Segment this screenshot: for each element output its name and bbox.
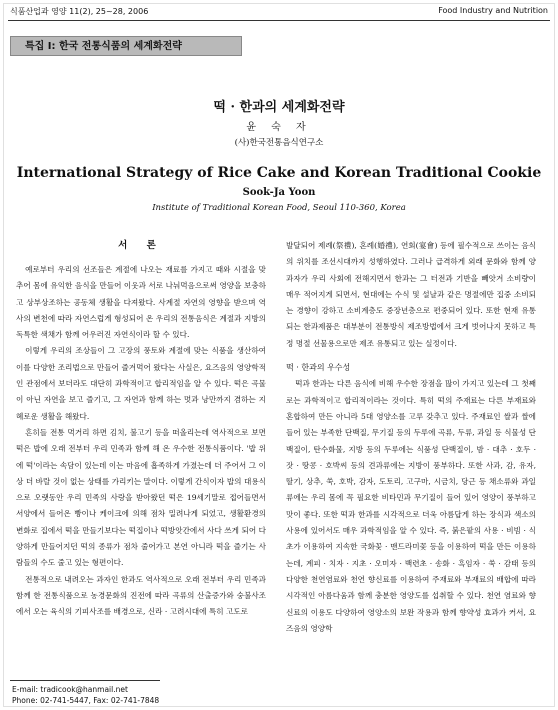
journal-citation: 식품산업과 영양 11(2), 25~28, 2006 [10, 7, 149, 16]
paragraph: 발달되어 제례(祭禮), 혼례(婚禮), 연회(宴會) 등에 필수적으로 쓰이는 음식의 위치를 조선시대까지 성행하였다. 그러나 급격하게 외래 문화와 함께 양과자가 우리 사회에 전해지면서 한과는 그 터전과 기반을 빼앗겨 소비량이 매우 적어지게 되면서, 현대에는 수식 및 설날과 같은 명절에만 집중 소비되는 경향이 강하고 소비계층도 중장년층으로 편중되어 있다. 또한 현재 유통되는 한과제품은 대부분이 전통방식 제조방법에서 크게 벗어나지 못하고 특정 명절 선물용으로만 제조 유통되고 있는 실정이다. [286, 241, 536, 348]
paragraph: 예로부터 우리의 선조들은 계절에 나오는 재료를 가지고 때와 시절을 맞추어 몸에 유익한 음식을 만들어 이웃과 서로 나눠먹음으로써 영양을 보충하고 상부상조하는 공동체 생활을 다져왔다. 사계절 자연의 영향을 받으며 역사의 변천에 따라 자연스럽게 형성되어 온 우리의 전통음식은 계절과 지방의 독특한 색채가 함께 어우러진 자연식이라 할 수 있다. [16, 265, 266, 340]
author-english: Sook-Ja Yoon [242, 187, 316, 198]
title-english: International Strategy of Rice Cake and Korean Traditional Cookie [16, 165, 542, 181]
right-column [286, 238, 536, 637]
affiliation-korean: (사)한국전통음식연구소 [234, 138, 324, 148]
paragraph: 떡과 한과는 다른 음식에 비해 우수한 장점을 많이 가지고 있는데 그 첫째로는 과학적이고 합리적이라는 것이다. 특히 떡의 주재료는 다른 부재료와 혼합하여 만든 아니라 5대 영양소를 고루 갖추고 있다. 주재료인 쌀과 쌀에 들어 있는 부족한 단백질, 무기질 등의 두루에 곡류, 두류, 과일 등 식물성 단백질이, 탄수화물, 지방 등의 두루에는 식품성 단백질이, 밤 · 대추 · 호두 · 잣 · 땅콩 · 호박씨 등의 견과류에는 지방이 풍부하다. 또한 사과, 감, 유자, 딸기, 상추, 쑥, 호박, 감자, 도토리, 고구마, 시금치, 당근 등 채소류와 과일류에는 우리 몸에 꼭 필요한 비타민과 무기질이 들어 있어 영양이 풍부하고 맛이 좋다. 또한 떡과 한과를 시각적으로 더욱 아름답게 하는 장식과 색소의 사용에 있어서도 매우 과학적임을 알 수 있다. 즉, 붉은팥의 사용 · 비빔 · 식초가 이용하여 지속한 국화꽃 · 맨드라미꽃 등을 이용하여 떡을 만든 이용하는데, 계피 · 치자 · 지초 · 오미자 · 백련초 · 송화 · 흑임자 · 쑥 · 감태 등의 다양한 천연염료와 천연 향신료를 이용하여 주재료와 부재료의 배합에 따라 시각적인 아름다움과 함께 충분한 영양도를 섭취할 수 있다. 천연 염료와 향신료의 이용도 다양하여 영양소의 보완 작용과 함께 향약성 효과가 커서, 요즈음의 영양학 [286, 379, 536, 633]
paragraph: 흔히들 전통 먹거리 하면 김치, 불고기 등을 떠올리는데 역사적으로 보면 떡은 밥에 오래 전부터 우리 민족과 함께 해 온 우수한 전통식품이다. '밥 위에 떡'이라는 속담이 있는데 이는 마음에 흡족하게 가졌는데 더 주어서 그 이상 더 바랄 것이 없는 상태를 가리키는 말이다. 이렇게 간식이자 밥의 대용식으로 오랫동안 우리 민족의 사랑을 받아왔던 떡은 19세기말로 접어들면서 서양에서 들어온 빵이나 케이크에 의해 점차 밀려나게 되었고, 생활환경의 변화로 집에서 떡을 만들기보다는 떡집이나 떡방앗간에서 사다 쓰게 되어 다양하게 만들어지던 떡의 종류가 점차 줄어가고 본연 아니라 떡을 즐기는 사람들의 수도 줄고 있는 형편이다. [16, 427, 266, 568]
title-korean: 떡 · 한과의 세계화전략 [213, 100, 345, 115]
special-issue-banner: 특집 Ⅰ: 한국 전통식품의 세계화전략 [10, 36, 242, 56]
footnote-email: E-mail: tradicook@hanmail.net [12, 685, 128, 694]
section-heading-intro: 서 론 [118, 240, 164, 251]
left-column [16, 238, 266, 621]
footnote-phone: Phone: 02-741-5447, Fax: 02-741-7848 [12, 696, 160, 705]
footnote [12, 684, 159, 706]
footnote-rule [10, 680, 160, 681]
header-rule [8, 20, 550, 21]
journal-name: Food Industry and Nutrition [438, 6, 548, 15]
subsection-heading: 떡 · 한과의 우수성 [286, 363, 351, 373]
paragraph: 이렇게 우리의 조상들이 그 고장의 풍토와 계절에 맞는 식품을 생산하여 이를 다양한 조리법으로 만들어 즐겨먹어 왔다는 사실은, 요즈음의 영양학적인 관점에서 보더라도 대단히 과학적이고 합리적임을 알 수 있다. 떡은 곡물이 아닌 자연을 보고 즐기고, 그 자연과 함께 하는 멋과 낭만까지 겸하는 지혜로운 생활을 해왔다. [16, 346, 266, 421]
paragraph: 전통적으로 내려오는 과자인 한과도 역사적으로 오래 전부터 우리 민족과 함께 한 전통식품으로 농경문화의 진전에 따라 곡류의 산출증가와 숭불사조에서 오는 육식의 기피사조를 배경으로, 신라 · 고려시대에 특히 고도로 [16, 574, 266, 617]
author-korean: 윤 숙 자 [246, 122, 312, 133]
affiliation-english: Institute of Traditional Korean Food, Seoul 110-360, Korea [152, 203, 406, 213]
